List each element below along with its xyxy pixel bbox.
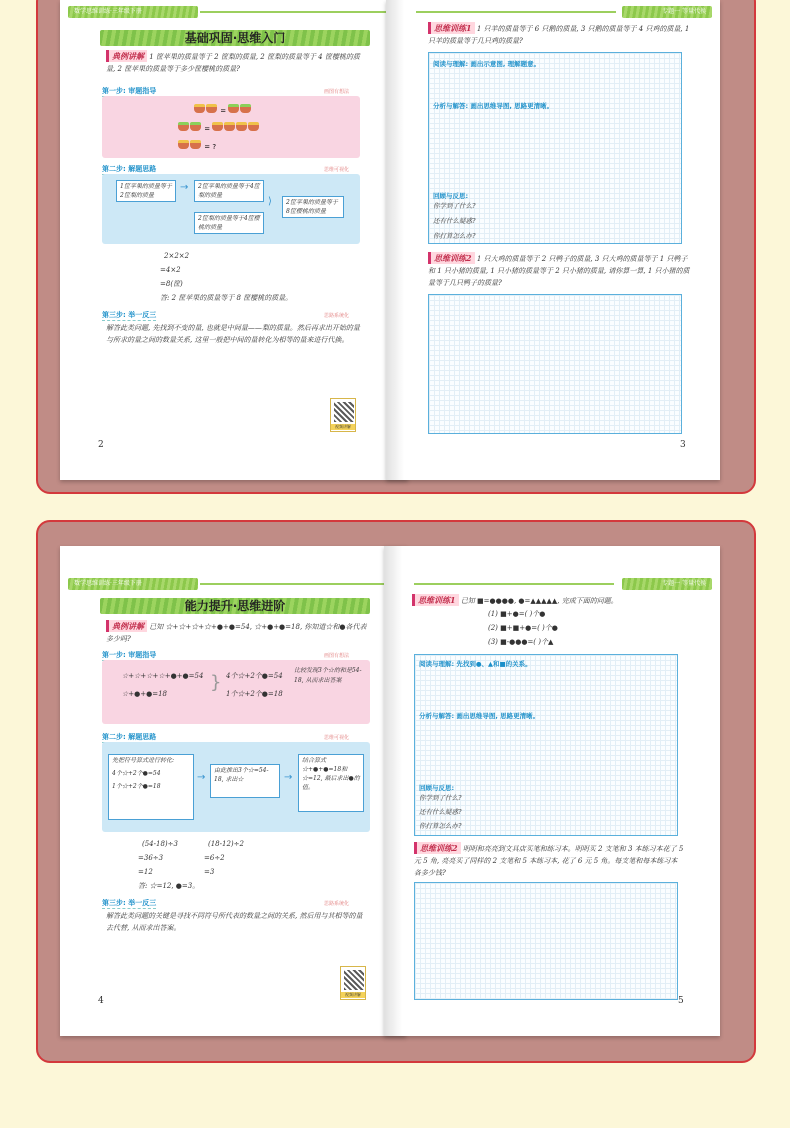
analyze-label: 分析与解答: 画出思维导图, 思路更清晰。 [419,712,540,720]
step2-diagram [102,174,360,244]
eq-line-4: 1个☆+2个●=18 [226,690,283,698]
cherry-basket-icon [212,122,223,131]
basket-row-3: = ? [178,140,216,151]
read-label: 阅读与理解: 画出示意图, 理解题意。 [433,60,541,68]
qr-pattern [334,402,354,422]
arrow-icon: → [284,772,293,783]
cherry-basket-icon [236,122,247,131]
example-tag: 典例讲解 [106,620,147,632]
step1-heading: 第一步: 审题指导 [102,651,157,659]
step3-tag: 思路系统化 [324,313,350,319]
step2-heading: 第二步: 解题思路 [102,165,157,173]
example-block [106,620,368,645]
calc-line-2: =4×2 [160,266,181,274]
calc-b-2: =6÷2 [204,854,225,862]
apple-basket-icon [178,140,189,149]
example-text: 已知 ☆+☆+☆+☆+●+●=54, ☆+●+●=18, 你知道☆和●各代表多少吗? [106,623,367,643]
step2-tag: 思维可视化 [324,735,350,741]
calc-line-1: 2×2×2 [164,252,190,260]
pear-basket-icon [190,122,201,131]
compare-note: 比较发现3个☆的和是54-18, 从而求出答案 [294,667,362,684]
apple-basket-icon [194,104,205,113]
box-result: 2筐苹果的质量等于8筐樱桃的质量 [282,196,344,218]
book-spread-bottom [36,520,756,1063]
reflect-question: 还有什么疑惑? [419,808,462,816]
running-head: 数学思维训练·三年级下册 [68,578,198,590]
reflect-question: 你学到了什么? [419,794,462,802]
basket-row-1: = [194,104,252,115]
train2-block [414,842,684,879]
page-number: 2 [98,440,104,450]
calc-a-2: =36÷3 [138,854,164,862]
train1-text: 1 只羊的质量等于 6 只鹅的质量, 3 只鹅的质量等于 4 只鸡的质量, 1 只羊的质量等于几只鸡的质量? [428,25,690,45]
page-gutter [386,0,404,480]
arrow-icon: ⟩ [268,196,272,207]
box-transform-title: 先把符号算式进行转化: [112,757,175,764]
box-conclude: 结合算式☆+●+●=18和☆=12, 最后求出●的值。 [298,754,364,812]
head-rule [200,583,390,585]
head-rule [414,583,614,585]
apple-basket-icon [206,104,217,113]
analyze-label: 分析与解答: 画出思维导图, 思路更清晰。 [433,102,554,110]
step1-tag: 画图有想法 [324,89,350,95]
box-deduce: 由此推出3个☆=54-18, 求出☆ [210,764,280,798]
train1-tag: 思维训练1 [412,594,459,606]
calc-b-3: =3 [204,868,215,876]
reflect-label: 回顾与反思: [419,784,455,792]
page-gutter [384,546,402,1036]
train1-tag: 思维训练1 [428,22,475,34]
step1-diagram [102,96,360,158]
step1-diagram [102,660,370,724]
box-transform [108,754,194,820]
answer-line: 答: 2 筐苹果的质量等于 8 筐樱桃的质量。 [160,294,293,302]
page-2 [60,0,408,480]
running-head: 专题一 等量代换 [622,6,712,18]
read-label: 阅读与理解: 先找到●、▲和■的关系。 [419,660,532,668]
cherry-basket-icon [248,122,259,131]
reflect-question: 你打算怎么办? [433,232,476,240]
reflect-label: 回顾与反思: [433,192,469,200]
pear-basket-icon [228,104,239,113]
box-transform-eq2: 1个☆+2个●=18 [112,783,161,790]
page-4 [60,546,406,1036]
qr-code[interactable] [330,398,356,432]
answer-line: 答: ☆=12, ●=3。 [138,882,200,890]
train1-text: 已知 ■=●●●●, ●=▲▲▲▲▲, 完成下面的问题。 [460,597,618,605]
running-head: 专题一 等量代换 [622,578,712,590]
train2-block [428,252,692,289]
train1-block [428,22,692,47]
problem-2: (2) ■+■+●=( )个● [488,624,558,632]
step3-text: 解答此类问题, 先找到不变的量, 也就是中间量——梨的质量。然后再求出开始的量与所求的量之间的数量关系, 这里一般把中间的量转化为相等的量来进行代换。 [106,324,360,344]
cherry-basket-icon [224,122,235,131]
pear-basket-icon [178,122,189,131]
qr-label: 视频讲解 [341,992,365,998]
page-3 [386,0,720,480]
train2-tag: 思维训练2 [428,252,475,264]
train1-block [412,594,682,607]
example-text: 1 筐苹果的质量等于 2 筐梨的质量, 2 筐梨的质量等于 4 筐樱桃的质量, 2 筐苹果的质量等于多少筐樱桃的质量? [106,53,360,73]
book-spread-top [36,0,756,494]
example-tag: 典例讲解 [106,50,147,62]
step2-diagram [102,742,370,832]
page-5 [384,546,720,1036]
calc-a-3: =12 [138,868,153,876]
pear-basket-icon [240,104,251,113]
section-banner: 能力提升·思维进阶 [100,598,370,614]
qr-code[interactable] [340,966,366,1000]
section-banner: 基础巩固·思维入门 [100,30,370,46]
box-transform-eq1: 4个☆+2个●=54 [112,770,161,777]
apple-basket-icon [190,140,201,149]
eq-line-3: 4个☆+2个●=54 [226,672,283,680]
problem-3: (3) ■-●●●=( )个▲ [488,638,554,646]
qr-pattern [344,970,364,990]
arrow-icon: → [180,182,189,193]
box-pear-cherry: 2筐梨的质量等于4筐樱桃的质量 [194,212,264,234]
answer-grid-1[interactable] [428,52,682,244]
page-number: 3 [680,440,686,450]
step2-tag: 思维可视化 [324,167,350,173]
head-rule [200,11,390,13]
reflect-question: 还有什么疑惑? [433,217,476,225]
box-apple-pear: 1筐苹果的质量等于2筐梨的质量 [116,180,176,202]
calc-a-1: (54-18)÷3 [142,840,178,848]
brace-icon: } [210,672,222,693]
calc-line-3: =8(筐) [160,280,183,288]
step3-tag: 思路系统化 [324,901,350,907]
train2-text: 明明和亮亮到文具店买笔和练习本。明明买 2 支笔和 3 本练习本花了 5 元 5 角, 亮亮买了同样的 2 支笔和 5 本练习本, 花了 6 元 5 角。每支笔和每本练习本各多少钱? [414,845,684,877]
box-two-apples: 2筐苹果的质量等于4筐梨的质量 [194,180,264,202]
answer-grid-1[interactable] [414,654,678,836]
eq-line-1: ☆+☆+☆+☆+●+●=54 [122,672,204,680]
calc-b-1: (18-12)÷2 [208,840,244,848]
train2-tag: 思维训练2 [414,842,461,854]
step3-heading: 第三步: 举一反三 [102,311,157,319]
page-number: 5 [678,996,684,1006]
arrow-icon: → [197,772,206,783]
qr-label: 视频讲解 [331,424,355,430]
problem-1: (1) ■+●=( )个● [488,610,546,618]
eq-line-2: ☆+●+●=18 [122,690,167,698]
step1-tag: 画图有想法 [324,653,350,659]
step1-heading: 第一步: 审题指导 [102,87,157,95]
reflect-question: 你学到了什么? [433,202,476,210]
page-number: 4 [98,996,104,1006]
reflect-question: 你打算怎么办? [419,822,462,830]
basket-row-2: = [178,122,260,133]
running-head: 数学思维训练·三年级下册 [68,6,198,18]
example-block [106,50,366,75]
step3-heading: 第三步: 举一反三 [102,899,157,907]
step3-text: 解答此类问题的关键是寻找不同符号所代表的数量之间的关系, 然后用与其相等的量去代替, 从而求出答案。 [106,912,363,932]
train2-text: 1 只大鸡的质量等于 2 只鸭子的质量, 3 只大鸡的质量等于 1 只鸭子和 1 只小猪的质量, 1 只小猪的质量等于 2 只小猪的质量, 请你算一算, 1 只小猪的质量等于几只鸭子的质量? [428,255,690,287]
step2-heading: 第二步: 解题思路 [102,733,157,741]
answer-grid-2[interactable] [414,882,678,1000]
head-rule [416,11,616,13]
answer-grid-2[interactable] [428,294,682,434]
